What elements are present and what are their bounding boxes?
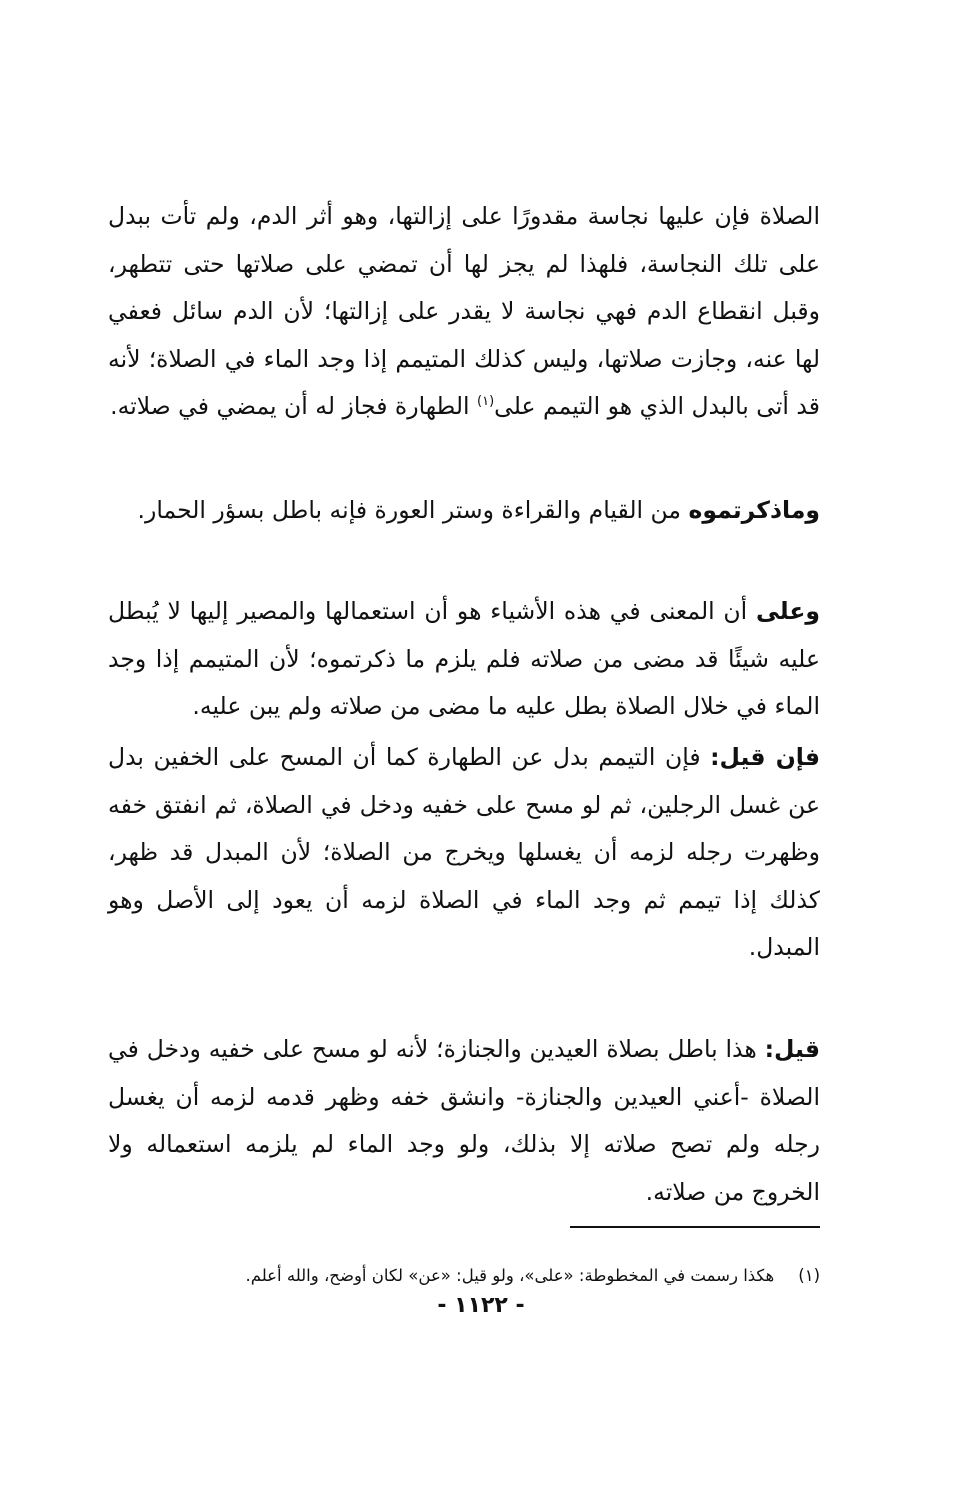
paragraph-4 [108, 734, 820, 972]
page-number: - ١١٢٢ - [437, 1293, 525, 1318]
paragraph-5 [108, 1026, 820, 1216]
paragraph-3 [108, 588, 820, 731]
paragraph-5-lead: قيل: [764, 1035, 820, 1063]
paragraph-3-lead: وعلى [755, 597, 820, 625]
footnote-divider [570, 1226, 820, 1228]
footnote-text: هكذا رسمت في المخطوطة: «على»، ولو قيل: «عن» لكان أوضح، والله أعلم. [245, 1266, 775, 1285]
footnote [190, 1263, 820, 1289]
paragraph-2-lead: وماذكرتموه [688, 496, 820, 524]
paragraph-2-text: من القيام والقراءة وستر العورة فإنه باطل بسؤر الحمار. [137, 496, 689, 524]
paragraph-1-text-end: الطهارة فجاز له أن يمضي في صلاته. [110, 392, 477, 420]
paragraph-1-text: الصلاة فإن عليها نجاسة مقدورًا على إزالتها، وهو أثر الدم، ولم تأت ببدل على تلك النجاسة، فلهذا لم يجز لها أن تمضي على صلاتها حتى تتطهر، وقبل انقطاع الدم فهي نجاسة لا يقدر على إزالتها؛ لأن الدم سائل فعفي لها عنه، وجازت صلاتها، وليس كذلك المتيمم إذا وجد الماء في الصلاة؛ لأنه قد أتى بالبدل الذي هو التيمم على [108, 202, 820, 420]
paragraph-2 [108, 487, 820, 535]
paragraph-5-text: هذا باطل بصلاة العيدين والجنازة؛ لأنه لو مسح على خفيه ودخل في الصلاة -أعني العيدين والجنازة- وانشق خفه وظهر قدمه لزمه أن يغسل رجله ولم تصح صلاته إلا بذلك، ولو وجد الماء لم يلزمه استعماله ولا الخروج من صلاته. [108, 1035, 820, 1206]
footnote-number: (١) [798, 1266, 820, 1285]
footnote-reference: (١) [477, 394, 495, 410]
paragraph-3-text: أن المعنى في هذه الأشياء هو أن استعمالها والمصير إليها لا يُبطل عليه شيئًا قد مضى من صلاته فلم يلزم ما ذكرتموه؛ لأن المتيمم إذا وجد الماء في خلال الصلاة بطل عليه ما مضى من صلاته ولم يبن عليه. [108, 597, 820, 720]
paragraph-1 [108, 193, 820, 431]
paragraph-4-text: فإن التيمم بدل عن الطهارة كما أن المسح على الخفين بدل عن غسل الرجلين، ثم لو مسح على خفيه ودخل في الصلاة، ثم انفتق خفه وظهرت رجله لزمه أن يغسلها ويخرج من الصلاة؛ لأن المبدل قد ظهر، كذلك إذا تيمم ثم وجد الماء في الصلاة لزمه أن يعود إلى الأصل وهو المبدل. [108, 743, 820, 961]
paragraph-4-lead: فإن قيل: [710, 743, 820, 771]
